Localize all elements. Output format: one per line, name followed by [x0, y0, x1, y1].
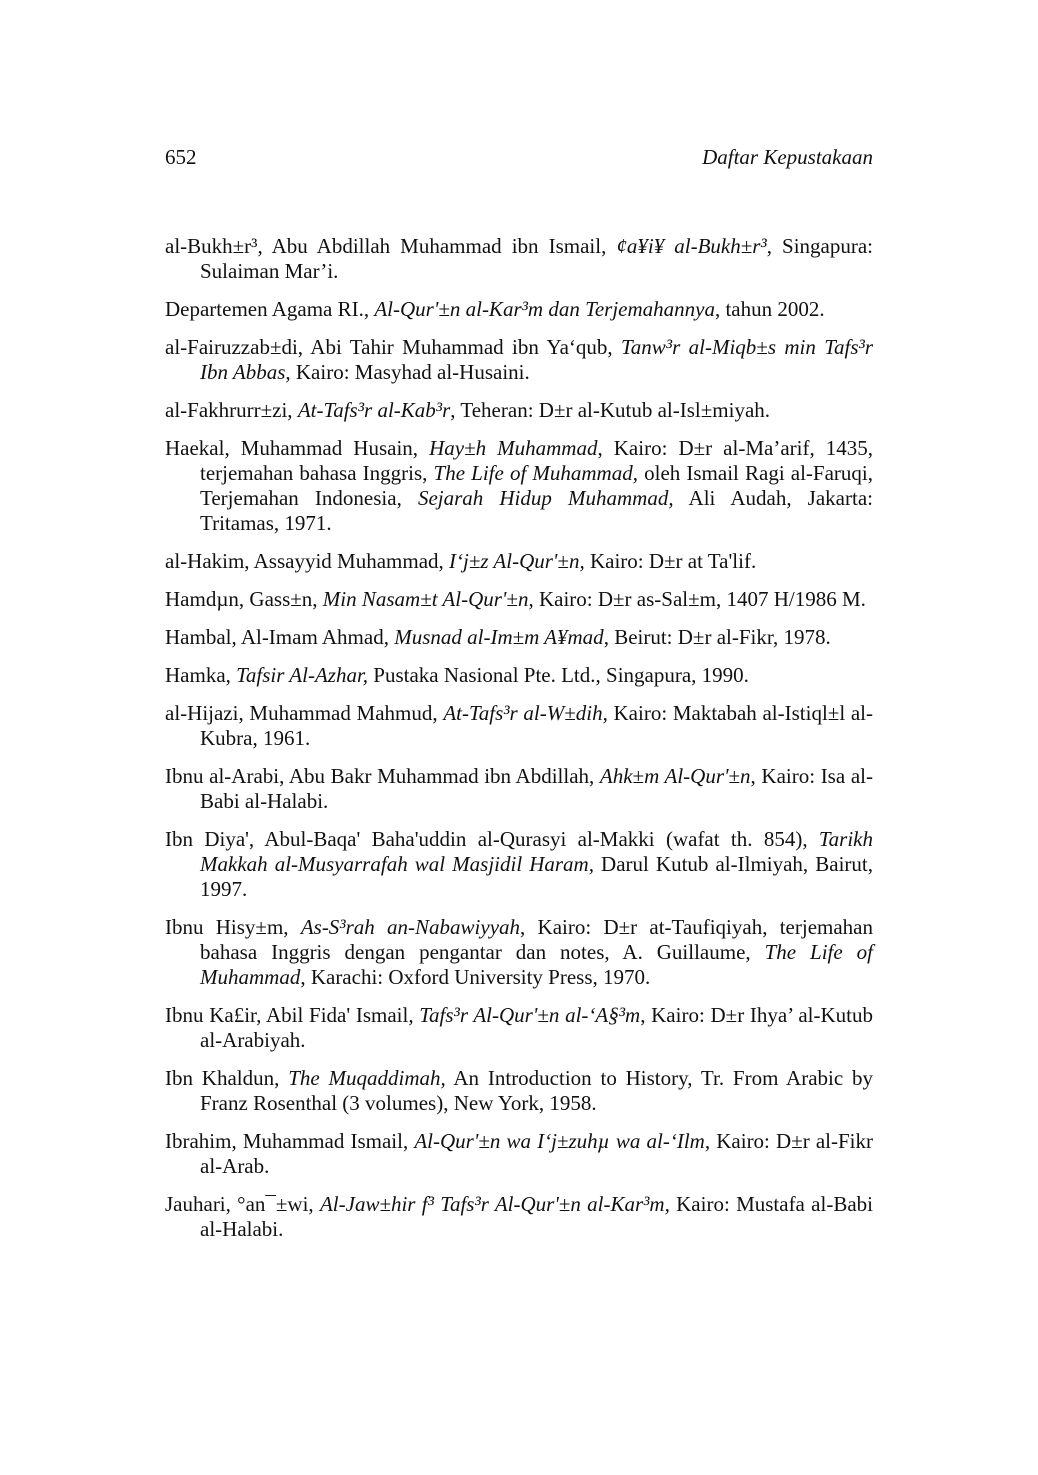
bibliography-list: [165, 234, 873, 1255]
bibliography-entry: [165, 827, 873, 902]
entry-author: Ibnu Hisy±m,: [165, 915, 301, 939]
entry-title-translation: Sejarah Hidup Muhammad,: [417, 486, 674, 510]
entry-title: , Tafs³r Al-Qur'±n al-‘A§³m: [408, 1003, 641, 1027]
page-header: [165, 145, 873, 175]
entry-title: Al-Qur'±n wa I‘j±zuhµ wa al-‘Ilm: [414, 1129, 705, 1153]
bibliography-entry: [165, 701, 873, 751]
entry-title: Al-Qur'±n al-Kar³m dan Terjemahannya: [374, 297, 715, 321]
entry-title: ¢a¥i¥ al-Bukh±r³: [616, 234, 767, 258]
bibliography-entry: [165, 915, 873, 990]
entry-publication: Kairo: Mustafa al-Babi al-Halabi.: [200, 1192, 873, 1241]
entry-title: Tafsir Al-Azhar,: [236, 663, 369, 687]
entry-publication: , Teheran: D±r al-Kutub al-Isl±miyah.: [450, 398, 771, 422]
entry-title: Al-Jaw±hir f³ Tafs³r Al-Qur'±n al-Kar³m,: [319, 1192, 670, 1216]
entry-publication: Darul Kutub al-Ilmiyah, Bairut, 1997.: [200, 852, 873, 901]
entry-author: Ibrahim, Muhammad Ismail,: [165, 1129, 415, 1153]
bibliography-entry: [165, 1066, 873, 1116]
bibliography-entry: [165, 234, 873, 284]
bibliography-entry: [165, 587, 873, 612]
entry-title: Min Nasam±t Al-Qur'±n: [322, 587, 529, 611]
entry-publication: , Kairo: D±r Ihya’ al-Kutub al-Arabiyah.: [200, 1003, 874, 1052]
entry-publication: Kairo: D±r at Ta'lif.: [584, 549, 757, 573]
entry-publication: An Introduction to History, Tr. From Arabic by Franz Rosenthal (3 volumes), New York, 1958.: [200, 1066, 873, 1115]
entry-title: Musnad al-Im±m A¥mad: [394, 625, 604, 649]
page-number: 652: [165, 145, 197, 169]
bibliography-entry: [165, 1192, 873, 1242]
bibliography-entry: [165, 436, 873, 536]
entry-publication: , Karachi: Oxford University Press, 1970.: [300, 965, 651, 989]
entry-author: Hamdµn, Gass±n,: [165, 587, 323, 611]
entry-publication: , Kairo: D±r al-Fikr al-Arab.: [200, 1129, 873, 1178]
entry-publication: , Singapura: Sulaiman Mar’i.: [200, 234, 874, 283]
entry-title: At-Tafs³r al-Kab³r: [297, 398, 451, 422]
entry-author: Hambal, Al-Imam Ahmad,: [165, 625, 395, 649]
entry-publication: , tahun 2002.: [714, 297, 825, 321]
entry-title: I‘j±z Al-Qur'±n,: [449, 549, 585, 573]
entry-publication: , Kairo: D±r al-Ma’arif, 1435, terjemahan bahasa Inggris,: [200, 436, 873, 485]
entry-author: al-Hakim, Assayyid Muhammad,: [165, 549, 450, 573]
entry-publication: , Kairo: D±r at-Taufiqiyah, terjemahan bahasa Inggris dengan pengantar dan notes, A. Guillaume,: [200, 915, 874, 964]
entry-publication: , Kairo: Isa al-Babi al-Halabi.: [200, 764, 873, 813]
entry-publication: , Beirut: D±r al-Fikr, 1978.: [603, 625, 831, 649]
entry-author: Jauhari, °an¯±wi,: [165, 1192, 320, 1216]
entry-author: Haekal, Muhammad Husain,: [165, 436, 430, 460]
entry-title: As-S³rah an-Nabawiyyah: [300, 915, 521, 939]
entry-author: al-Bukh±r³, Abu Abdillah Muhammad ibn Ismail,: [165, 234, 617, 258]
entry-author: Ibnu al-Arabi, Abu Bakr Muhammad ibn Abdillah,: [165, 764, 600, 788]
entry-author: Ibn Diya', Abul-Baqa' Baha'uddin al-Qurasyi al-Makki (wafat th. 854),: [165, 827, 819, 851]
entry-title-translation: The Life of Muhammad: [200, 940, 873, 989]
entry-publication: Pustaka Nasional Pte. Ltd., Singapura, 1990.: [368, 663, 749, 687]
entry-publication: Ali Audah, Jakarta: Tritamas, 1971.: [200, 486, 873, 535]
entry-author: al-Fakhrurr±zi,: [165, 398, 298, 422]
entry-author: Hamka,: [165, 663, 237, 687]
bibliography-entry: [165, 1003, 873, 1053]
entry-title: Tanw³r al-Miqb±s min Tafs³r Ibn Abbas: [200, 335, 874, 384]
entry-title: Tarikh Makkah al-Musyarrafah wal Masjidil Haram,: [200, 827, 873, 876]
entry-title: Ahk±m Al-Qur'±n: [599, 764, 751, 788]
entry-author: Ibn Khaldun,: [165, 1066, 289, 1090]
entry-publication: , Kairo: Maktabah al-Istiql±l al-Kubra, 1961.: [200, 701, 873, 750]
bibliography-entry: [165, 764, 873, 814]
entry-title-translation: The Life of Muhammad,: [433, 461, 638, 485]
entry-publication: , Kairo: Masyhad al-Husaini.: [285, 360, 530, 384]
bibliography-entry: [165, 398, 873, 423]
bibliography-entry: [165, 1129, 873, 1179]
entry-title: Hay±h Muhammad: [429, 436, 598, 460]
bibliography-entry: [165, 549, 873, 574]
entry-author: al-Fairuzzab±di, Abi Tahir Muhammad ibn Ya‘qub,: [165, 335, 622, 359]
bibliography-entry: [165, 335, 873, 385]
entry-title: At-Tafs³r al-W±dih: [443, 701, 603, 725]
entry-publication: oleh Ismail Ragi al-Faruqi, Terjemahan Indonesia,: [200, 461, 873, 510]
entry-author: al-Hijazi, Muhammad Mahmud,: [165, 701, 444, 725]
running-title: Daftar Kepustakaan: [702, 145, 873, 169]
entry-publication: , Kairo: D±r as-Sal±m, 1407 H/1986 M.: [528, 587, 866, 611]
bibliography-entry: [165, 297, 873, 322]
entry-title: The Muqaddimah,: [288, 1066, 446, 1090]
bibliography-entry: [165, 663, 873, 688]
entry-author: Departemen Agama RI.,: [165, 297, 375, 321]
entry-author: Ibnu Ka£ir, Abil Fida' Ismail: [165, 1003, 409, 1027]
bibliography-entry: [165, 625, 873, 650]
